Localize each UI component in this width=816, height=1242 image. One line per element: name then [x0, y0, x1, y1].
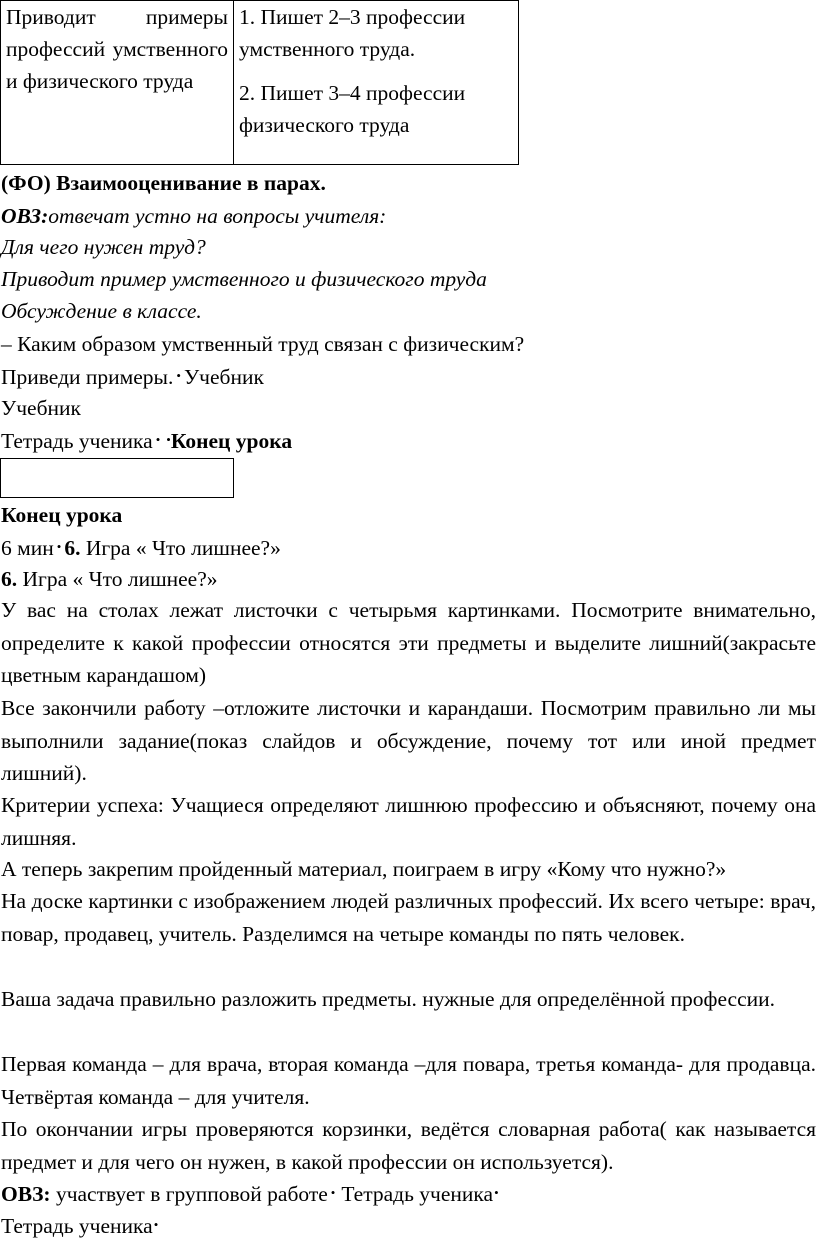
bullet-icon: •	[56, 539, 62, 554]
fo-heading: (ФО) Взаимооценивание в парах.	[1, 171, 326, 195]
time-label: 6 мин	[1, 536, 54, 560]
descriptor-2: 2. Пишет 3–4 профессии физического труда	[239, 81, 466, 137]
paragraph: Ваша задача правильно разложить предметы. нужные для определённой профессии.	[1, 987, 775, 1011]
game-title: Игра « Что лишнее?»	[85, 536, 281, 560]
ovz-label: ОВЗ:	[1, 1182, 51, 1206]
bullet-icon: •	[153, 1217, 159, 1232]
question-4: – Каким образом умственный труд связан с физическим?	[1, 332, 525, 356]
bullet-icon: •	[166, 432, 171, 447]
ovz-text: отвечат устно на вопросы учителя:	[48, 204, 387, 228]
table-row	[1, 1, 519, 165]
textbook-line: Учебник	[1, 396, 81, 420]
paragraph: По окончании игры проверяются корзинки, ведётся словарная работа( как называется предмет и для чего он нужен, в какой профессии он используется).	[1, 1117, 816, 1174]
notebook-text: Тетрадь ученика	[1, 429, 153, 453]
question-3: Обсуждение в классе.	[1, 299, 202, 323]
game-number: 6.	[1, 567, 18, 591]
bullet-icon: •	[494, 1185, 499, 1200]
ovz-label: ОВЗ:	[1, 204, 49, 228]
question-1: Для чего нужен труд?	[1, 235, 206, 259]
paragraph: Первая команда – для врача, вторая команда –для повара, третья команда- для продавца. Четвёртая команда – для учителя.	[1, 1052, 816, 1109]
question-2: Приводит пример умственного и физического труда	[1, 267, 487, 291]
criteria-table	[0, 0, 519, 165]
bullet-icon: •	[155, 432, 161, 447]
paragraph: У вас на столах лежат листочки с четырьмя картинками. Посмотрите внимательно, определите к какой профессии относятся эти предметы и выделите лишний(закрасьте цветным карандашом)	[1, 598, 816, 687]
criteria-cell: Приводит примеры профессий умственного и физического труда	[1, 1, 234, 165]
paragraph: Критерии успеха: Учащиеся определяют лишнюю профессию и объясняют, почему она лишняя.	[1, 793, 816, 850]
notebook-text: Тетрадь ученика	[341, 1182, 494, 1206]
descriptor-1: 1. Пишет 2–3 профессии умственного труда.	[239, 5, 466, 61]
game-number: 6.	[64, 536, 81, 560]
paragraph: А теперь закрепим пройденный материал, поиграем в игру «Кому что нужно?»	[1, 857, 727, 881]
examples-text: Приведи примеры.	[1, 365, 174, 389]
ovz-text: участвует в групповой работе	[55, 1182, 328, 1206]
end-lesson-heading: Конец урока	[1, 503, 123, 527]
end-lesson-inline: Конец урока	[170, 429, 293, 453]
game-heading	[1, 564, 218, 594]
paragraph: На доске картинки с изображением людей различных профессий. Их всего четыре: врач, повар, продавец, учитель. Разделимся на четыре команды по пять человек.	[1, 889, 816, 946]
notebook-line	[1, 425, 292, 456]
game-title: Игра « Что лишнее?»	[22, 567, 218, 591]
time-line	[1, 532, 281, 563]
examples-line	[1, 361, 264, 392]
bullet-icon: •	[176, 368, 181, 383]
textbook-inline: Учебник	[183, 365, 264, 389]
notebook-text: Тетрадь ученика	[1, 1214, 153, 1238]
paragraph: Все закончили работу –отложите листочки и карандаши. Посмотрим правильно ли мы выполнили задание(показ слайдов и обсуждение, почему тот или иной предмет лишний).	[1, 696, 816, 785]
ovz-line-2	[1, 1178, 502, 1209]
empty-cell	[0, 458, 234, 498]
descriptor-cell	[234, 1, 519, 165]
bullet-icon: •	[330, 1185, 336, 1200]
last-notebook-line	[1, 1210, 161, 1241]
ovz-line	[1, 201, 386, 231]
